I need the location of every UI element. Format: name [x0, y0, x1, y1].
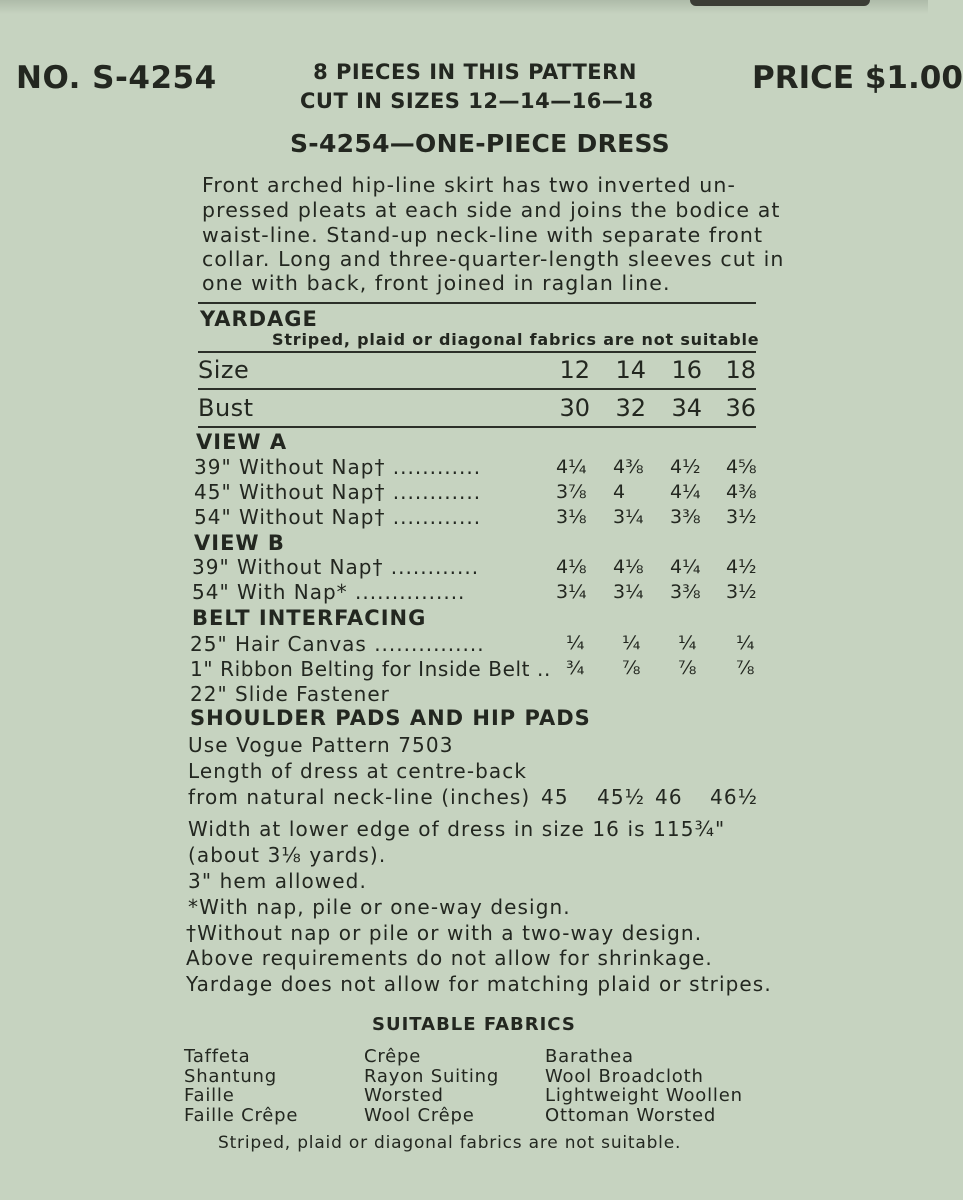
fabric-item: Worsted [364, 1085, 444, 1106]
fabric-item: Rayon Suiting [364, 1066, 500, 1087]
yardage-value: ¼ [678, 632, 697, 654]
length-line: from natural neck-line (inches) [188, 785, 531, 809]
divider [198, 388, 756, 390]
yardage-row-label: 54" With Nap* ............... [192, 580, 466, 604]
yardage-value: 4⅛ [556, 556, 587, 578]
yardage-value: 3⅜ [670, 581, 701, 603]
fabric-item: Wool Crêpe [364, 1105, 475, 1126]
yardage-value: 4⅜ [613, 456, 644, 478]
yardage-value: 3¼ [556, 581, 587, 603]
yardage-value: 3¼ [613, 581, 644, 603]
note-line: Above requirements do not allow for shrinkage. [186, 946, 713, 970]
length-value: 46½ [710, 785, 759, 809]
pattern-title: S-4254—ONE-PIECE DRESS [290, 129, 670, 158]
size-value: 16 [671, 356, 702, 384]
yardage-value: 3½ [726, 581, 757, 603]
yardage-note: Striped, plaid or diagonal fabrics are not suitable [272, 330, 760, 349]
yardage-value: 4¼ [670, 481, 701, 503]
yardage-value: 4¼ [556, 456, 587, 478]
yardage-value: ⅞ [622, 657, 641, 679]
pads-heading: SHOULDER PADS AND HIP PADS [190, 706, 591, 730]
view-a-heading: VIEW A [196, 430, 288, 454]
yardage-row-label: 39" Without Nap† ............ [192, 555, 480, 579]
fabric-item: Lightweight Woollen [545, 1085, 743, 1106]
description-line: Front arched hip-line skirt has two inverted un- [202, 173, 736, 197]
fabric-item: Barathea [545, 1046, 634, 1067]
yardage-value: ¼ [566, 632, 585, 654]
yardage-row-label: 25" Hair Canvas ............... [190, 632, 485, 656]
note-line: Yardage does not allow for matching plaid or stripes. [186, 972, 772, 996]
yardage-value: ⅞ [678, 657, 697, 679]
bust-value: 34 [671, 394, 702, 422]
fabric-item: Faille [184, 1085, 235, 1106]
fabrics-heading: SUITABLE FABRICS [372, 1014, 576, 1035]
size-label: Size [198, 356, 250, 384]
yardage-value: 3⅜ [670, 506, 701, 528]
length-value: 45 [541, 785, 569, 809]
divider [198, 302, 756, 304]
fabric-item: Shantung [184, 1066, 277, 1087]
yardage-row-label: 45" Without Nap† ............ [194, 480, 482, 504]
bust-label: Bust [198, 394, 254, 422]
divider [198, 426, 756, 428]
pieces-count: 8 PIECES IN THIS PATTERN [313, 60, 637, 84]
note-line: Width at lower edge of dress in size 16 is 115¾" [188, 817, 726, 841]
yardage-value: 3⅞ [556, 481, 587, 503]
fabric-item: Crêpe [364, 1046, 422, 1067]
description-line: waist-line. Stand-up neck-line with separate front [202, 223, 764, 247]
yardage-value: 4½ [670, 456, 701, 478]
divider [198, 351, 756, 353]
length-line: Length of dress at centre-back [188, 759, 528, 783]
yardage-value: ¼ [622, 632, 641, 654]
note-line: *With nap, pile or one-way design. [188, 895, 571, 919]
length-value: 45½ [597, 785, 646, 809]
fabric-item: Wool Broadcloth [545, 1066, 704, 1087]
note-line: (about 3⅛ yards). [188, 843, 387, 867]
price: PRICE $1.00 [752, 60, 963, 96]
fabric-item: Taffeta [184, 1046, 251, 1067]
yardage-value: 3½ [726, 506, 757, 528]
size-value: 18 [725, 356, 756, 384]
bust-value: 36 [725, 394, 756, 422]
fabric-item: Ottoman Worsted [545, 1105, 717, 1126]
yardage-value: 4 [613, 481, 626, 503]
size-value: 14 [615, 356, 646, 384]
view-b-heading: VIEW B [194, 531, 285, 555]
fabric-item: Faille Crêpe [184, 1105, 299, 1126]
pads-use: Use Vogue Pattern 7503 [188, 733, 454, 757]
description-line: collar. Long and three-quarter-length sleeves cut in [202, 247, 785, 271]
yardage-value: 3⅛ [556, 506, 587, 528]
yardage-row-label: 54" Without Nap† ............ [194, 505, 482, 529]
description-line: pressed pleats at each side and joins the bodice at [202, 198, 781, 222]
slide-fastener: 22" Slide Fastener [190, 682, 390, 706]
yardage-value: ¼ [736, 632, 755, 654]
size-value: 12 [559, 356, 590, 384]
yardage-value: 4¼ [670, 556, 701, 578]
fabrics-footer-note: Striped, plaid or diagonal fabrics are not suitable. [218, 1133, 682, 1153]
bust-value: 32 [615, 394, 646, 422]
bust-value: 30 [559, 394, 590, 422]
yardage-value: 4⅛ [613, 556, 644, 578]
paper-dark-mark [690, 0, 870, 6]
note-line: 3" hem allowed. [188, 869, 367, 893]
pattern-number: NO. S-4254 [16, 60, 217, 96]
yardage-row-label: 1" Ribbon Belting for Inside Belt .. [190, 657, 551, 681]
belt-heading: BELT INTERFACING [192, 606, 427, 630]
description-line: one with back, front joined in raglan line. [202, 271, 671, 295]
yardage-value: 4⅝ [726, 456, 757, 478]
yardage-row-label: 39" Without Nap† ............ [194, 455, 482, 479]
yardage-value: 3¼ [613, 506, 644, 528]
length-value: 46 [655, 785, 683, 809]
yardage-value: ¾ [566, 657, 585, 679]
yardage-value: 4⅜ [726, 481, 757, 503]
note-line: †Without nap or pile or with a two-way design. [186, 921, 703, 945]
yardage-value: ⅞ [736, 657, 755, 679]
yardage-value: 4½ [726, 556, 757, 578]
yardage-heading: YARDAGE [200, 307, 318, 331]
cut-sizes: CUT IN SIZES 12—14—16—18 [300, 89, 654, 113]
